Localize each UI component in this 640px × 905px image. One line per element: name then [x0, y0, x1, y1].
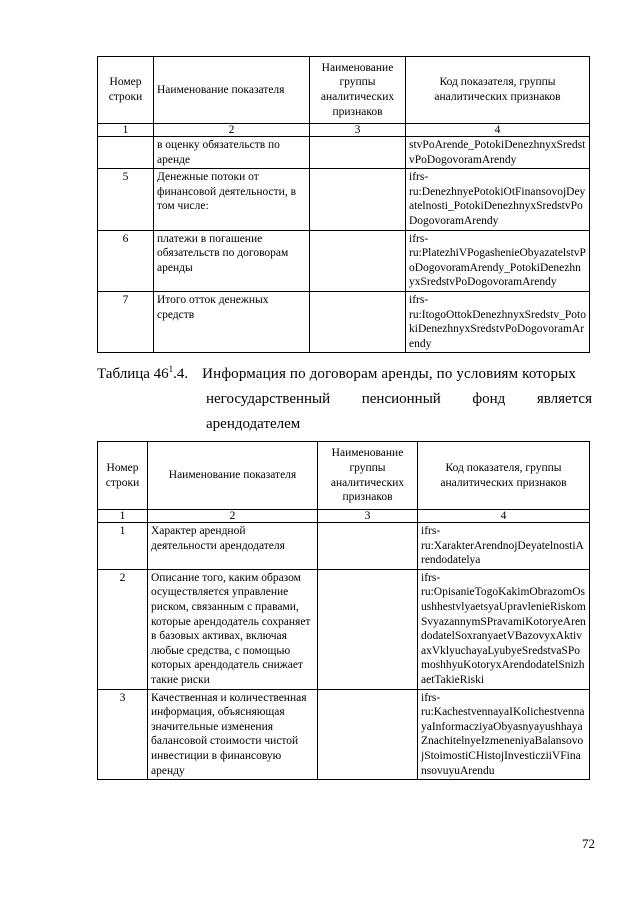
- indicator-name: Итого отток денежных средств: [154, 291, 310, 352]
- row-number: 3: [98, 689, 148, 780]
- row-number: 6: [98, 230, 154, 291]
- column-number: 4: [418, 510, 590, 523]
- indicator-code: stvPoArende_PotokiDenezhnyxSredstvPoDogovoramArendy: [406, 137, 590, 169]
- caption-superscript: 1: [168, 364, 174, 374]
- table-caption: [97, 362, 592, 437]
- header-group-name: Наименование группы аналитических признаков: [318, 442, 418, 510]
- column-numbers-row: [98, 124, 590, 137]
- group-name: [310, 291, 406, 352]
- indicator-code: ifrs-ru:KachestvennayaIKolichestvennayaInformacziyaObyasnyayushhayaZnachitelnyeIzmeneniyaBalansovojStoimostiCHistojInvesticziiVFinansovuyuArendu: [418, 689, 590, 780]
- caption-table-number: [97, 366, 188, 382]
- group-name: [310, 230, 406, 291]
- table-row: [98, 569, 590, 689]
- caption-title-line1: Информация по договорам аренды, по условиям которых: [202, 366, 576, 382]
- table-row: [98, 689, 590, 780]
- header-indicator-name: Наименование показателя: [148, 442, 318, 510]
- group-name: [310, 169, 406, 230]
- indicator-name: платежи в погашение обязательств по договорам аренды: [154, 230, 310, 291]
- group-name: [318, 689, 418, 780]
- caption-word: фонд: [472, 391, 506, 407]
- lessor-leases-table: [97, 441, 590, 780]
- table-row: [98, 169, 590, 230]
- group-name: [310, 137, 406, 169]
- caption-line: [97, 362, 592, 387]
- caption-prefix: Таблица 46: [97, 366, 169, 382]
- indicator-name: Характер арендной деятельности арендодателя: [148, 523, 318, 570]
- leases-cashflow-table: [97, 56, 590, 353]
- page-number: 72: [582, 836, 595, 851]
- caption-number-suffix: .4.: [173, 366, 189, 382]
- column-numbers-row: [98, 510, 590, 523]
- column-number: 4: [406, 124, 590, 137]
- table-row: [98, 230, 590, 291]
- caption-word: негосударственный: [206, 391, 331, 407]
- header-group-name: Наименование группы аналитических признаков: [310, 57, 406, 124]
- caption-word: является: [536, 391, 592, 407]
- column-number: 3: [310, 124, 406, 137]
- header-row-number: Номер строки: [98, 442, 148, 510]
- column-number: 1: [98, 510, 148, 523]
- column-number: 3: [318, 510, 418, 523]
- group-name: [318, 523, 418, 570]
- indicator-name: в оценку обязательств по аренде: [154, 137, 310, 169]
- table-header-row: [98, 57, 590, 124]
- header-indicator-name: Наименование показателя: [154, 57, 310, 124]
- header-code: Код показателя, группы аналитических признаков: [406, 57, 590, 124]
- indicator-code: ifrs-ru:PlatezhiVPogashenieObyazatelstvPoDogovoramArendy_PotokiDenezhnyxSredstvPoDogovoramArendy: [406, 230, 590, 291]
- caption-line: [206, 387, 592, 412]
- row-number: 2: [98, 569, 148, 689]
- row-number: 5: [98, 169, 154, 230]
- caption-title-line3: арендодателем: [206, 416, 301, 432]
- header-code: Код показателя, группы аналитических признаков: [418, 442, 590, 510]
- column-number: 2: [148, 510, 318, 523]
- indicator-name: Денежные потоки от финансовой деятельности, в том числе:: [154, 169, 310, 230]
- indicator-code: ifrs-ru:XarakterArendnojDeyatelnostiArendodatelya: [418, 523, 590, 570]
- caption-word: пенсионный: [361, 391, 441, 407]
- table-row: [98, 523, 590, 570]
- column-number: 1: [98, 124, 154, 137]
- indicator-code: ifrs-ru:OpisanieTogoKakimObrazomOsushhestvlyaetsyaUpravlenieRiskomSvyazannymSPravamiKotoryeArendodatelSoxranyaetVBazovyxAktivaxVklyuchayaLyubyeSredstvaSPomoshhyuKotoryxArendodatelSnizhaetTakieRiski: [418, 569, 590, 689]
- header-row-number: Номер строки: [98, 57, 154, 124]
- group-name: [318, 569, 418, 689]
- indicator-name: Описание того, каким образом осуществляется управление риском, связанным с правами, которые арендодатель сохраняет в базовых активах, включая любые средства, с помощью которых арендодатель снижает такие риски: [148, 569, 318, 689]
- row-number: 1: [98, 523, 148, 570]
- row-number: [98, 137, 154, 169]
- table-row: [98, 291, 590, 352]
- indicator-name: Качественная и количественная информация, объясняющая значительные изменения балансовой стоимости чистой инвестиции в финансовую аренду: [148, 689, 318, 780]
- column-number: 2: [154, 124, 310, 137]
- indicator-code: ifrs-ru:ItogoOttokDenezhnyxSredstv_PotokiDenezhnyxSredstvPoDogovoramArendy: [406, 291, 590, 352]
- table-header-row: [98, 442, 590, 510]
- table-row: [98, 137, 590, 169]
- row-number: 7: [98, 291, 154, 352]
- indicator-code: ifrs-ru:DenezhnyePotokiOtFinansovojDeyatelnosti_PotokiDenezhnyxSredstvPoDogovoramArendy: [406, 169, 590, 230]
